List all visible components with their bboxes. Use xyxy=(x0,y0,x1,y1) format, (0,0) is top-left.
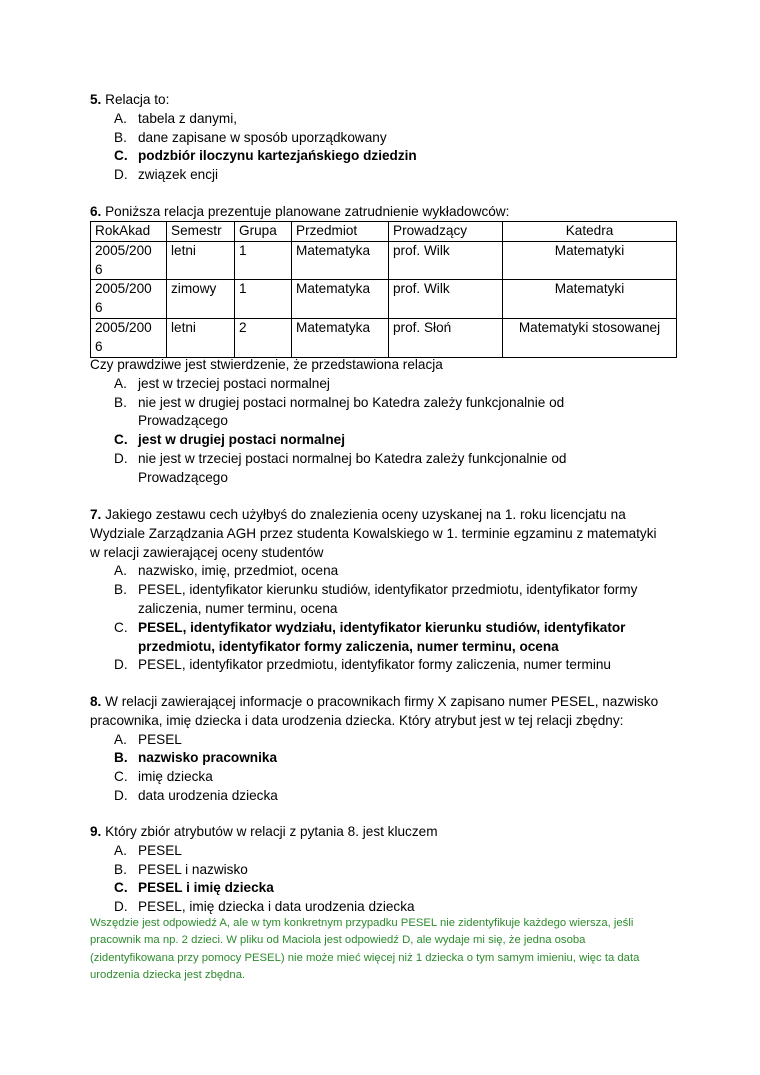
table-cell: Matematyki xyxy=(503,280,677,319)
question-9-option-c: C. PESEL i imię dziecka xyxy=(114,880,274,896)
question-5-option-d: D. związek encji xyxy=(114,167,219,183)
table-cell: prof. Słoń xyxy=(389,318,503,357)
question-5-option-c: C. podzbiór iloczynu kartezjańskiego dziedzin xyxy=(114,148,417,164)
question-9-option-a: A. PESEL xyxy=(114,842,182,858)
annotation-note: Wszędzie jest odpowiedź A, ale w tym konkretnym przypadku PESEL nie zidentyfikuje każdego wiersza, jeśli pracownik ma np. 2 dzieci. W pliku od Maciola jest odpowiedź D, ale wydaje mi się, że jedna osoba (zidentyfikowana przy pomocy PESEL) nie może mieć więcej niż 1 dziecka o tym samym imieniu, więc ta data urodzenia dziecka jest zbędna. xyxy=(90,917,640,981)
table-cell: prof. Wilk xyxy=(389,280,503,319)
table-cell: letni xyxy=(167,241,235,280)
question-7-option-d: D. PESEL, identyfikator przedmiotu, identyfikator formy zaliczenia, numer terminu xyxy=(114,657,611,673)
table-cell: 2005/200 6 xyxy=(91,318,167,357)
question-9 xyxy=(90,823,690,917)
question-8-option-d: D. data urodzenia dziecka xyxy=(114,787,278,803)
question-8-option-b: B. nazwisko pracownika xyxy=(114,750,278,766)
table-cell: Matematyka xyxy=(292,318,389,357)
question-9-prompt: 9. Który zbiór atrybutów w relacji z pytania 8. jest kluczem xyxy=(90,824,438,839)
table-cell: 2005/200 6 xyxy=(91,241,167,280)
table-cell: 1 xyxy=(235,280,292,319)
question-6-prompt: 6. Poniższa relacja prezentuje planowane zatrudnienie wykładowców: xyxy=(90,204,510,219)
table-row xyxy=(91,280,677,319)
question-6-option-c: C. jest w drugiej postaci normalnej xyxy=(114,432,345,448)
table-header: Grupa xyxy=(235,222,292,242)
question-5 xyxy=(90,91,690,185)
table-row xyxy=(91,318,677,357)
question-7-option-a: A. nazwisko, imię, przedmiot, ocena xyxy=(114,563,339,579)
question-6-options: Czy prawdziwe jest stwierdzenie, że przedstawiona relacja A. jest w trzeciej postaci normalnej B. nie jest w drugiej postaci normalnej bo Katedra zależy funkcjonalnie od Prowadzącego C. jest w drugiej postaci normalnej D. nie jest w trzeciej postaci normalnej bo Katedra zależy funkcjonalnie od Prowadzącego xyxy=(90,356,690,488)
question-8: 8. W relacji zawierającej informacje o pracownikach firmy X zapisano numer PESEL, nazwisko pracownika, imię dziecka i data urodzenia dziecka. Który atrybut jest w tej relacji zbędny: A. PESEL B. nazwisko pracownika C. imię dziecka D. data urodzenia dziecka xyxy=(90,693,690,806)
table-cell: letni xyxy=(167,318,235,357)
question-5-option-b: B. dane zapisane w sposób uporządkowany xyxy=(114,129,387,145)
table-cell: Matematyka xyxy=(292,280,389,319)
question-7-option-c: C. PESEL, identyfikator wydziału, identyfikator kierunku studiów, identyfikator xyxy=(114,619,626,635)
question-6-option-d: D. nie jest w trzeciej postaci normalnej bo Katedra zależy funkcjonalnie od xyxy=(114,450,567,466)
question-7-option-b: B. PESEL, identyfikator kierunku studiów, identyfikator przedmiotu, identyfikator formy xyxy=(114,582,638,598)
question-9-option-d: D. PESEL, imię dziecka i data urodzenia dziecka xyxy=(114,899,415,915)
table-cell: 2005/200 6 xyxy=(91,280,167,319)
question-9-option-b: B. PESEL i nazwisko xyxy=(114,861,248,877)
question-6-option-a: A. jest w trzeciej postaci normalnej xyxy=(114,375,330,391)
table-cell: Matematyki xyxy=(503,241,677,280)
question-5-option-a: A. tabela z danymi, xyxy=(114,110,237,126)
table-cell: 1 xyxy=(235,241,292,280)
table-header: Semestr xyxy=(167,222,235,242)
table-header: Prowadzący xyxy=(389,222,503,242)
table-header-row xyxy=(91,222,677,242)
question-8-option-c: C. imię dziecka xyxy=(114,769,213,785)
table-header: RokAkad xyxy=(91,222,167,242)
table-header: Katedra xyxy=(503,222,677,242)
relation-table xyxy=(90,221,677,358)
table-row xyxy=(91,241,677,280)
table-cell: prof. Wilk xyxy=(389,241,503,280)
table-cell: Matematyka xyxy=(292,241,389,280)
question-8-prompt: 8. W relacji zawierającej informacje o pracownikach firmy X zapisano numer PESEL, nazwisko xyxy=(90,694,659,709)
question-7: 7. Jakiego zestawu cech użyłbyś do znalezienia oceny uzyskanej na 1. roku licencjatu na Wydziale Zarządzania AGH przez studenta Kowalskiego w 1. terminie egzaminu z matematyki w relacji zawierającej oceny studentów A. nazwisko, imię, przedmiot, ocena B. PESEL, identyfikator kierunku studiów, identyfikator przedmiotu, identyfikator formy zaliczenia, numer terminu, ocena C. PESEL, identyfikator wydziału, identyfikator kierunku studiów, identyfikator przedmiotu, identyfikator formy zaliczenia, numer terminu, ocena D. PESEL, identyfikator przedmiotu, identyfikator formy zaliczenia, numer terminu xyxy=(90,506,690,675)
table-cell: zimowy xyxy=(167,280,235,319)
question-5-prompt: 5. Relacja to: xyxy=(90,92,170,107)
question-6-option-b: B. nie jest w drugiej postaci normalnej bo Katedra zależy funkcjonalnie od xyxy=(114,394,565,410)
table-cell: 2 xyxy=(235,318,292,357)
table-cell: Matematyki stosowanej xyxy=(503,318,677,357)
question-7-prompt: 7. Jakiego zestawu cech użyłbyś do znalezienia oceny uzyskanej na 1. roku licencjatu na xyxy=(90,507,626,522)
question-8-option-a: A. PESEL xyxy=(114,731,182,747)
table-header: Przedmiot xyxy=(292,222,389,242)
